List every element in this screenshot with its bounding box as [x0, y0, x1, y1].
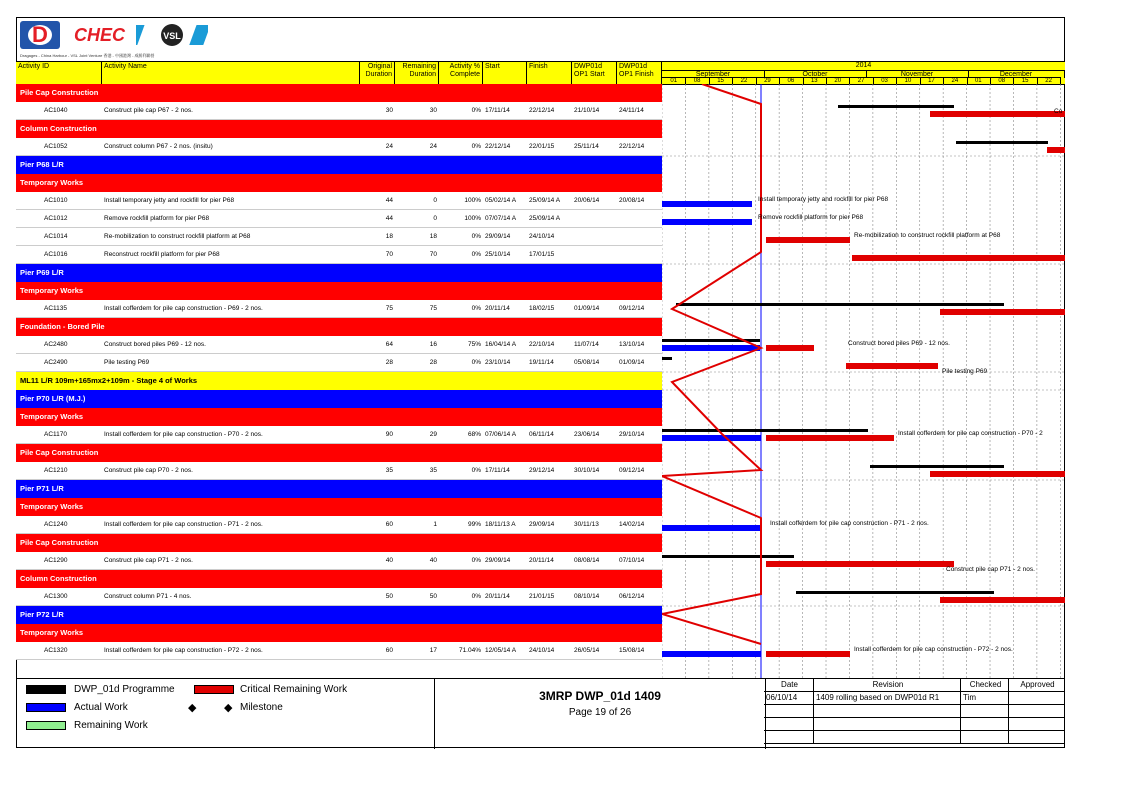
col-op1-finish[interactable]: DWP01d OP1 Finish: [617, 62, 662, 84]
programme-bar: [870, 465, 1004, 468]
activity-row[interactable]: [16, 426, 662, 444]
cell-name: Construct bored piles P69 - 12 nos.: [104, 341, 206, 348]
cell-rd: 16: [429, 341, 437, 348]
cell-od: 64: [385, 341, 393, 348]
cell-start: 07/07/14 A: [485, 215, 517, 222]
cell-pc: 100%: [464, 215, 481, 222]
vsl-logo: [136, 21, 208, 49]
col-activity-id[interactable]: Activity ID: [16, 62, 102, 84]
cell-rd: 75: [429, 305, 437, 312]
cell-ops: 05/08/14: [574, 359, 600, 366]
programme-bar: [796, 591, 994, 594]
rev-empty-cell: [1009, 705, 1065, 718]
day-tick-12: 24: [943, 77, 967, 85]
cell-finish: 19/11/14: [529, 359, 554, 366]
cell-name: Construct column P67 - 2 nos. (insitu): [104, 143, 213, 150]
activity-row[interactable]: [16, 300, 662, 318]
activity-row[interactable]: [16, 516, 662, 534]
critical-bar: [766, 435, 894, 441]
company-logos: [18, 19, 238, 61]
cell-ops: 26/05/14: [574, 647, 600, 654]
cell-od: 60: [385, 647, 393, 654]
cell-finish: 29/12/14: [529, 467, 555, 474]
gantt-bar-label: Install temporary jetty and rockfill for pier P68: [758, 196, 889, 203]
rev-header-revision: Revision: [814, 679, 961, 692]
critical-bar: [940, 309, 1065, 315]
cell-start: 12/05/14 A: [485, 647, 517, 654]
cell-pc: 0%: [471, 251, 481, 258]
cell-opf: 07/10/14: [619, 557, 645, 564]
rev-empty-cell: [961, 705, 1009, 718]
actual-bar: [662, 345, 760, 351]
cell-start: 05/02/14 A: [485, 197, 517, 204]
critical-bar: [852, 255, 1065, 261]
cell-start: 17/11/14: [485, 467, 510, 474]
gantt-bar-label: Re-mobilization to construct rockfill platform at P68: [854, 232, 1001, 239]
cell-od: 35: [385, 467, 393, 474]
cell-id: AC2480: [44, 341, 68, 348]
cell-opf: 15/08/14: [619, 647, 645, 654]
day-tick-14: 08: [990, 77, 1014, 85]
cell-opf: 14/02/14: [619, 521, 645, 528]
rev-empty-cell: [961, 731, 1009, 744]
activity-row[interactable]: [16, 246, 662, 264]
cell-ops: 30/10/14: [574, 467, 600, 474]
col-start[interactable]: Start: [483, 62, 527, 84]
cell-ops: 25/11/14: [574, 143, 599, 150]
cell-od: 40: [385, 557, 393, 564]
cell-name: Install cofferdem for pile cap construction - P71 - 2 nos.: [104, 521, 263, 528]
activity-row[interactable]: [16, 336, 662, 354]
activity-row[interactable]: [16, 192, 662, 210]
day-tick-3: 22: [732, 77, 756, 85]
critical-bar: [766, 561, 954, 567]
legend-footer: [16, 678, 1065, 749]
cell-finish: 24/10/14: [529, 233, 555, 240]
milestone-diamond-icon-2: ◆: [224, 702, 233, 714]
day-tick-11: 17: [920, 77, 944, 85]
cell-start: 20/11/14: [485, 305, 510, 312]
critical-bar: [766, 345, 814, 351]
rev-date: 06/10/14: [764, 692, 814, 705]
activity-row[interactable]: [16, 552, 662, 570]
cell-ops: 11/07/14: [574, 341, 599, 348]
title-block: [434, 679, 766, 749]
cell-od: 50: [385, 593, 393, 600]
cell-start: 29/09/14: [485, 233, 511, 240]
cell-finish: 24/10/14: [529, 647, 555, 654]
wbs-band[interactable]: Pier P68 L/R: [16, 156, 662, 174]
cell-od: 75: [385, 305, 393, 312]
cell-opf: 20/08/14: [619, 197, 645, 204]
progress-line: [662, 84, 761, 644]
cell-start: 25/10/14: [485, 251, 511, 258]
cell-rd: 50: [429, 593, 437, 600]
cell-rd: 0: [433, 197, 437, 204]
actual-swatch: [26, 703, 66, 712]
gantt-bar-label: Pile testing P69: [942, 368, 988, 375]
cell-start: 29/09/14: [485, 557, 511, 564]
wbs-band[interactable]: Temporary Works: [16, 174, 662, 192]
cell-name: Remove rockfill platform for pier P68: [104, 215, 210, 222]
cell-ops: 08/08/14: [574, 557, 600, 564]
wbs-band[interactable]: Pile Cap Construction: [16, 534, 662, 552]
cell-ops: 08/10/14: [574, 593, 600, 600]
cell-name: Install temporary jetty and rockfill for pier P68: [104, 197, 235, 204]
cell-od: 70: [385, 251, 393, 258]
col-original-duration[interactable]: Original Duration: [360, 62, 395, 84]
rev-empty-cell: [764, 731, 814, 744]
gantt-bar-label: Remove rockfill platform for pier P68: [758, 214, 864, 221]
rev-empty-cell: [764, 705, 814, 718]
wbs-band[interactable]: Pier P72 L/R: [16, 606, 662, 624]
cell-name: Pile testing P69: [104, 359, 150, 366]
rev-header-checked: Checked: [961, 679, 1009, 692]
cell-pc: 0%: [471, 107, 481, 114]
cell-start: 23/10/14: [485, 359, 511, 366]
year-label: 2014: [855, 62, 872, 69]
cell-id: AC1014: [44, 233, 68, 240]
cell-id: AC1210: [44, 467, 68, 474]
cell-id: AC1290: [44, 557, 68, 564]
cell-rd: 18: [429, 233, 437, 240]
legend-programme: DWP_01d Programme: [74, 684, 175, 695]
gantt-bar-label: Install cofferdem for pile cap construction - P72 - 2 nos.: [854, 646, 1013, 653]
programme-bar: [956, 141, 1048, 144]
cell-name: Reconstruct rockfill platform for pier P68: [104, 251, 220, 258]
cell-id: AC1135: [44, 305, 68, 312]
cell-finish: 29/09/14: [529, 521, 555, 528]
programme-bar: [838, 105, 954, 108]
cell-finish: 20/11/14: [529, 557, 554, 564]
dragages-logo: D: [20, 21, 60, 49]
cell-start: 07/06/14 A: [485, 431, 517, 438]
cell-opf: 01/09/14: [619, 359, 645, 366]
month-november: November: [866, 70, 969, 78]
cell-rd: 0: [433, 215, 437, 222]
cell-pc: 0%: [471, 557, 481, 564]
day-tick-16: 22: [1037, 77, 1061, 85]
cell-od: 44: [385, 215, 393, 222]
cell-opf: 09/12/14: [619, 467, 645, 474]
cell-id: AC1170: [44, 431, 68, 438]
gantt-bar-label: Install cofferdem for pile cap construction - P71 - 2 nos.: [770, 520, 929, 527]
activity-row[interactable]: [16, 228, 662, 246]
wbs-band[interactable]: Temporary Works: [16, 498, 662, 516]
rev-empty-cell: [1009, 718, 1065, 731]
cell-start: 20/11/14: [485, 593, 510, 600]
cell-finish: 18/02/15: [529, 305, 555, 312]
cell-pc: 0%: [471, 359, 481, 366]
cell-rd: 40: [429, 557, 437, 564]
cell-finish: 21/01/15: [529, 593, 555, 600]
cell-pc: 0%: [471, 233, 481, 240]
cell-rd: 35: [429, 467, 437, 474]
cell-name: Construct pile cap P67 - 2 nos.: [104, 107, 193, 114]
milestone-diamond-icon: ◆: [188, 702, 197, 714]
cell-id: AC1012: [44, 215, 68, 222]
day-tick-2: 15: [709, 77, 733, 85]
cell-rd: 30: [429, 107, 437, 114]
day-tick-9: 03: [873, 77, 897, 85]
programme-bar: [662, 357, 672, 360]
cell-od: 60: [385, 521, 393, 528]
legend-critical: Critical Remaining Work: [240, 684, 348, 695]
critical-swatch: [194, 685, 234, 694]
gantt-bar-label: Co: [1054, 108, 1063, 115]
actual-bar: [662, 219, 752, 225]
activity-row[interactable]: [16, 138, 662, 156]
actual-bar: [662, 651, 761, 657]
wbs-band[interactable]: Pier P70 L/R (M.J.): [16, 390, 662, 408]
cell-opf: 09/12/14: [619, 305, 645, 312]
critical-bar: [940, 597, 1065, 603]
programme-bar: [662, 429, 868, 432]
day-tick-4: 29: [756, 77, 780, 85]
wbs-band[interactable]: Temporary Works: [16, 624, 662, 642]
cell-pc: 100%: [464, 197, 481, 204]
rev-approved: [1009, 692, 1065, 705]
critical-bar: [930, 111, 1065, 117]
cell-rd: 70: [429, 251, 437, 258]
timeline-header: [662, 62, 1065, 85]
programme-bar: [662, 555, 794, 558]
cell-pc: 99%: [467, 521, 481, 528]
cell-opf: 13/10/14: [619, 341, 645, 348]
cell-finish: 17/01/15: [529, 251, 555, 258]
schedule-grid: [16, 61, 1065, 679]
rev-empty-cell: [1009, 731, 1065, 744]
cell-od: 24: [385, 143, 393, 150]
cell-id: AC1052: [44, 143, 68, 150]
cell-name: Install cofferdem for pile cap construction - P70 - 2 nos.: [104, 431, 263, 438]
col-activity-name[interactable]: Activity Name: [102, 62, 360, 84]
cell-name: Construct pile cap P71 - 2 nos.: [104, 557, 193, 564]
critical-bar: [930, 471, 1065, 477]
rev-empty-cell: [814, 705, 961, 718]
day-tick-7: 20: [826, 77, 850, 85]
actual-bar: [662, 435, 761, 441]
page-number: Page 19 of 26: [568, 707, 632, 718]
col-percent-complete[interactable]: Activity % Complete: [439, 62, 483, 84]
day-tick-0: 01: [662, 77, 686, 85]
cell-finish: 22/12/14: [529, 107, 555, 114]
cell-opf: 22/12/14: [619, 143, 645, 150]
cell-pc: 0%: [471, 305, 481, 312]
col-remaining-duration[interactable]: Remaining Duration: [395, 62, 439, 84]
rev-revision: 1409 rolling based on DWP01d R1: [814, 692, 961, 705]
day-tick-13: 01: [967, 77, 991, 85]
cell-pc: 0%: [471, 593, 481, 600]
cell-name: Construct column P71 - 4 nos.: [104, 593, 192, 600]
cell-id: AC1016: [44, 251, 68, 258]
rev-checked: Tim: [961, 692, 1009, 705]
wbs-band[interactable]: Pile Cap Construction: [16, 84, 662, 102]
cell-start: 16/04/14 A: [485, 341, 517, 348]
wbs-band[interactable]: Column Construction: [16, 120, 662, 138]
cell-ops: 23/06/14: [574, 431, 600, 438]
cell-opf: 29/10/14: [619, 431, 645, 438]
cell-start: 22/12/14: [485, 143, 511, 150]
cell-finish: 06/11/14: [529, 431, 554, 438]
activity-row[interactable]: [16, 210, 662, 228]
cell-od: 44: [385, 197, 393, 204]
cell-pc: 0%: [471, 143, 481, 150]
programme-bar: [676, 303, 1004, 306]
critical-bar: [766, 237, 850, 243]
month-september: September: [662, 70, 765, 78]
activity-row[interactable]: [16, 102, 662, 120]
wbs-band[interactable]: Temporary Works: [16, 408, 662, 426]
col-op1-start[interactable]: DWP01d OP1 Start: [572, 62, 617, 84]
chec-logo: CHEC: [74, 25, 126, 45]
day-tick-5: 06: [779, 77, 803, 85]
gantt-bar-label: Construct pile cap P71 - 2 nos.: [946, 566, 1035, 573]
wbs-band[interactable]: Column Construction: [16, 570, 662, 588]
cell-rd: 28: [429, 359, 437, 366]
wbs-band[interactable]: Pier P71 L/R: [16, 480, 662, 498]
cell-name: Construct pile cap P70 - 2 nos.: [104, 467, 193, 474]
cell-od: 18: [385, 233, 393, 240]
wbs-band[interactable]: Pile Cap Construction: [16, 444, 662, 462]
cell-start: 17/11/14: [485, 107, 510, 114]
cell-id: AC1300: [44, 593, 68, 600]
critical-bar: [846, 363, 938, 369]
gantt-bar-label: Install cofferdem for pile cap construction - P70 - 2: [898, 430, 1043, 437]
rev-empty-cell: [814, 718, 961, 731]
cell-od: 30: [385, 107, 393, 114]
cell-ops: 21/10/14: [574, 107, 600, 114]
cell-finish: 22/01/15: [529, 143, 555, 150]
cell-name: Re-mobilization to construct rockfill platform at P68: [104, 233, 251, 240]
cell-od: 90: [385, 431, 393, 438]
cell-od: 28: [385, 359, 393, 366]
day-tick-6: 13: [803, 77, 827, 85]
activity-row[interactable]: [16, 354, 662, 372]
cell-ops: 30/11/13: [574, 521, 599, 528]
day-tick-10: 10: [896, 77, 920, 85]
critical-bar: [1047, 147, 1065, 153]
cell-opf: 24/11/14: [619, 107, 644, 114]
cell-rd: 24: [429, 143, 437, 150]
cell-rd: 1: [433, 521, 437, 528]
day-tick-1: 08: [685, 77, 709, 85]
cell-pc: 75%: [467, 341, 481, 348]
cell-rd: 29: [429, 431, 437, 438]
wbs-band[interactable]: ML11 L/R 109m+165mx2+109m - Stage 4 of Works: [16, 372, 662, 390]
jv-subtitle: Dragages - China Harbour - VSL Joint Venture 香港 - 中國港灣 - 威勝利聯營: [20, 53, 155, 58]
cell-finish: 25/09/14 A: [529, 215, 561, 222]
cell-start: 18/11/13 A: [485, 521, 516, 528]
cell-pc: 71.04%: [458, 647, 481, 654]
actual-bar: [662, 201, 752, 207]
rev-header-approved: Approved: [1009, 679, 1065, 692]
cell-ops: 01/09/14: [574, 305, 600, 312]
wbs-band[interactable]: Foundation - Bored Pile: [16, 318, 662, 336]
cell-finish: 22/10/14: [529, 341, 555, 348]
cell-name: Install cofferdem for pile cap construction - P69 - 2 nos.: [104, 305, 263, 312]
rev-empty-cell: [764, 718, 814, 731]
day-tick-8: 27: [849, 77, 873, 85]
cell-opf: 06/12/14: [619, 593, 645, 600]
cell-id: AC2490: [44, 359, 68, 366]
cell-id: AC1240: [44, 521, 68, 528]
rev-header-date: Date: [764, 679, 814, 692]
critical-bar: [766, 651, 850, 657]
cell-finish: 25/09/14 A: [529, 197, 561, 204]
cell-id: AC1320: [44, 647, 68, 654]
month-october: October: [764, 70, 867, 78]
rev-empty-cell: [961, 718, 1009, 731]
revision-table: [764, 679, 1065, 749]
gantt-chart: [662, 84, 1065, 679]
activity-row[interactable]: [16, 462, 662, 480]
month-december: December: [968, 70, 1065, 78]
legend-milestone: Milestone: [240, 702, 283, 713]
legend-remaining: Remaining Work: [74, 720, 148, 731]
cell-name: Install cofferdem for pile cap construction - P72 - 2 nos.: [104, 647, 263, 654]
actual-bar: [662, 525, 761, 531]
gantt-bar-label: Construct bored piles P69 - 12 nos.: [848, 340, 950, 347]
report-title: 3MRP DWP_01d 1409: [539, 689, 661, 703]
cell-pc: 0%: [471, 467, 481, 474]
activity-row[interactable]: [16, 588, 662, 606]
cell-ops: 20/06/14: [574, 197, 600, 204]
programme-swatch: [26, 685, 66, 694]
cell-pc: 68%: [467, 431, 481, 438]
wbs-band[interactable]: Pier P69 L/R: [16, 264, 662, 282]
cell-id: AC1010: [44, 197, 68, 204]
svg-text:VSL: VSL: [163, 31, 181, 41]
day-tick-15: 15: [1013, 77, 1037, 85]
wbs-band[interactable]: Temporary Works: [16, 282, 662, 300]
column-header: [16, 62, 662, 85]
rev-empty-cell: [814, 731, 961, 744]
activity-row[interactable]: [16, 642, 662, 660]
col-finish[interactable]: Finish: [527, 62, 572, 84]
legend-actual: Actual Work: [74, 702, 128, 713]
cell-rd: 17: [429, 647, 437, 654]
cell-id: AC1040: [44, 107, 68, 114]
remaining-swatch: [26, 721, 66, 730]
